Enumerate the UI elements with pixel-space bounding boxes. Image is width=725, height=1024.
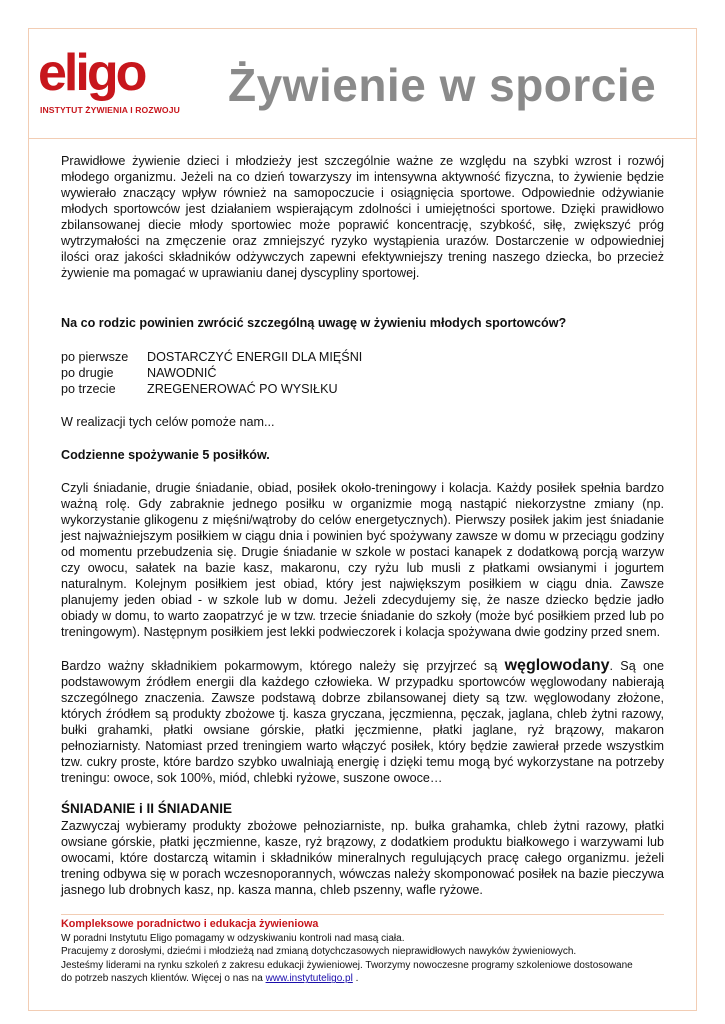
step-item bbox=[61, 349, 664, 365]
footer-line: Jesteśmy liderami na rynku szkoleń z zakresu edukacji żywieniowej. Tworzymy nowoczesne programy szkoleniowe dostosowane bbox=[61, 959, 633, 971]
footer-heading: Kompleksowe poradnictwo i edukacja żywieniowa bbox=[61, 918, 319, 930]
article-body bbox=[61, 153, 664, 898]
step-ordinal: po pierwsze bbox=[61, 350, 129, 364]
footer-line: Pracujemy z dorosłymi, dziećmi i młodzieżą nad zmianą dotychczasowych nieprawidłowych nawyków żywieniowych. bbox=[61, 946, 577, 958]
footer-line-lead: do potrzeb naszych klientów. Więcej o nas na bbox=[61, 973, 263, 985]
meals-paragraph: Czyli śniadanie, drugie śniadanie, obiad, posiłek około-treningowy i kolacja. Każdy posiłek spełnia bardzo ważną rolę. Gdy zabraknie jednego posiłku w organizmie mogą nastąpić niekorzystne zmiany (np. wykorzystanie glikogenu z mięśni/wątroby do celów energetycznych). Pierwszy posiłek jakim jest śniadanie jest najważniejszym posiłkiem w ciągu dnia i powinien być spożywany zawsze w domu w przeciągu godziny od momentu przebudzenia się. Drugie śniadanie w szkole w postaci kanapek z dodatkową porcją warzyw czy owocu, sałatek na bazie kasz, makaronu, czy ryżu lub musli z płatkami owsianymi i jogurtem naturalnym. Kolejnym posiłkiem jest obiad, który jest największym posiłkiem w ciągu dnia. Zawsze planujemy jeden obiad - w szkole lub w domu. Jeżeli zdecydujemy się, że nasze dziecko będzie jadło obiady w domu, to warto zaopatrzyć je w tzw. trzecie śniadanie do szkoły (może być posiłkiem przed lub po treningowym). Następnym posiłkiem jest lekki podwieczorek i kolacja spożywana dwie godziny przed snem. bbox=[61, 481, 664, 639]
carbs-lead: Bardzo ważny składnikiem pokarmowym, którego należy się przyjrzeć są bbox=[61, 659, 498, 673]
footer-divider bbox=[61, 914, 664, 915]
logo-tagline: INSTYTUT ŻYWIENIA I ROZWOJU bbox=[40, 105, 180, 115]
logo-wordmark: eligo bbox=[38, 46, 145, 102]
carbs-text: . Są one podstawowym źródłem energii dla każdego człowieka. W przypadku sportowców węglowodany nabierają szczególnego znaczenia. Zawsze podstawą dobrze zbilansowanej diety są tzw. węglowodany złożone, których źródłem są produkty zbożowe tj. kasza gryczana, jęczmienna, pęczak, jaglana, chleb żytni razowy, bułki grahamki, płatki owsiane górskie, płatki jęczmienne, płatki jaglane, ryż brązowy, makaron pełnoziarnisty. Natomiast przed treningiem warto włączyć posiłek, który będzie zawierał przede wszystkim tzw. cukry proste, które bardzo szybko uwalniają energię i dzięki temu mogą być wykorzystane na potrzeby treningu: owoce, sok 100%, miód, chlebki ryżowe, suszone owoce… bbox=[61, 659, 664, 785]
realization-text: W realizacji tych celów pomoże nam... bbox=[61, 415, 275, 429]
step-item bbox=[61, 365, 664, 381]
breakfast-paragraph: Zazwyczaj wybieramy produkty zbożowe pełnoziarniste, np. bułka grahamka, chleb żytni razowy, płatki owsiane górskie, płatki jęczmienne, kasze, ryż brązowy, z dodatkiem produktu białkowego i warzywami lub owocami, które dostarczą witamin i składników mineralnych regulujących pracę całego organizmu. jeżeli trening odbywa się w porach wczesnoporannych, wówczas należy skomponować posiłek na bazie pieczywa jasnego lub drobnych kasz, np. kasza manna, chleb pszenny, wafle ryżowe. bbox=[61, 819, 664, 897]
page-title: Żywienie w sporcie bbox=[228, 59, 657, 111]
footer-line bbox=[61, 972, 664, 986]
question-heading: Na co rodzic powinien zwrócić szczególną uwagę w żywieniu młodych sportowców? bbox=[61, 316, 567, 330]
step-item bbox=[61, 381, 664, 397]
footer-line-tail: . bbox=[355, 973, 359, 985]
step-ordinal: po trzecie bbox=[61, 382, 116, 396]
intro-paragraph: Prawidłowe żywienie dzieci i młodzieży jest szczególnie ważne ze względu na szybki wzrost i rozwój młodego organizmu. Jeżeli na co dzień towarzyszy im intensywna aktywność fizyczna, to żywienie będzie wywierało znaczący wpływ również na samopoczucie i osiągnięcia sportowe. Odpowiednie odżywianie młodych sportowców jest działaniem wspierającym zdolności i umiejętności sportowe. Dzięki prawidłowo zbilansowanej diecie młody sportowiec może poprawić koncentrację, szybkość, siłę, zwiększyć próg wytrzymałości na zmęczenie oraz zmniejszyć ryzyko wystąpienia urazów. Dostarczenie w odpowiedniej ilości oraz jakości składników odżywczych zapewni efektywniejszy trening naszego dziecka, bo przecież żywienie ma pomagać w uprawianiu danej dyscypliny sportowej. bbox=[61, 154, 664, 280]
website-link[interactable]: www.instytuteligo.pl bbox=[265, 973, 353, 985]
steps-list bbox=[61, 349, 664, 397]
meals-heading: Codzienne spożywanie 5 posiłków. bbox=[61, 448, 270, 462]
breakfast-heading: ŚNIADANIE i II ŚNIADANIE bbox=[61, 801, 233, 816]
step-ordinal: po drugie bbox=[61, 366, 114, 380]
step-action: ZREGENEROWAĆ PO WYSIŁKU bbox=[147, 382, 338, 396]
logo-mark-icon bbox=[38, 46, 158, 106]
footer-line: W poradni Instytutu Eligo pomagamy w odzyskiwaniu kontroli nad masą ciała. bbox=[61, 932, 405, 944]
carbs-keyword: węglowodany bbox=[504, 657, 610, 674]
carbs-paragraph bbox=[61, 658, 664, 786]
step-action: DOSTARCZYĆ ENERGII DLA MIĘŚNI bbox=[147, 350, 363, 364]
header-divider bbox=[28, 138, 697, 139]
footer bbox=[61, 918, 664, 986]
step-action: NAWODNIĆ bbox=[147, 366, 217, 380]
